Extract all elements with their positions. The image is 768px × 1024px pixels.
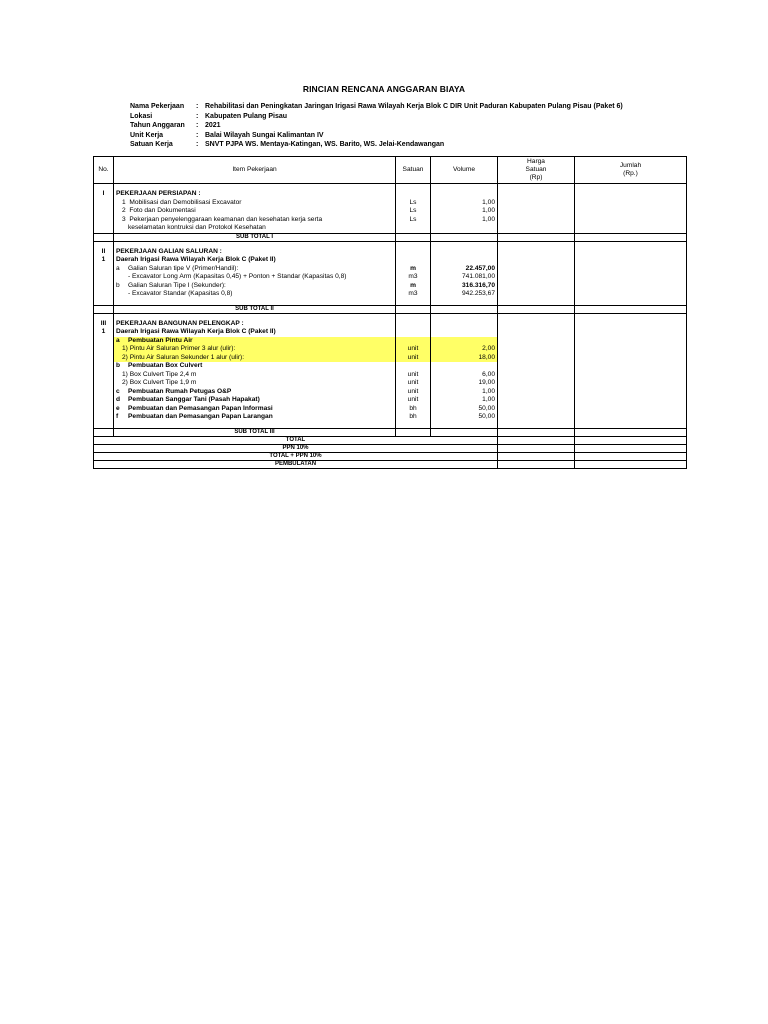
total-ppn-row: TOTAL + PPN 10% bbox=[94, 452, 687, 460]
section-heading: III PEKERJAAN BANGUNAN PELENGKAP : bbox=[94, 320, 687, 329]
table-row: 2) Pintu Air Saluran Sekunder 1 alur (ulir): unit 18,00 bbox=[94, 354, 687, 363]
table-row: 2 Foto dan Dokumentasi Ls 1,00 bbox=[94, 207, 687, 216]
meta-lokasi: Lokasi : Kabupaten Pulang Pisau bbox=[130, 112, 288, 120]
table-row: b Pembuatan Box Culvert bbox=[94, 362, 687, 371]
subtotal-row: SUB TOTAL II bbox=[94, 305, 687, 313]
subsection-heading: 1 Daerah Irigasi Rawa Wilayah Kerja Blok C (Paket II) bbox=[94, 328, 687, 337]
table-row: 1) Box Culvert Tipe 2,4 m unit 6,00 bbox=[94, 371, 687, 380]
document-title: RINCIAN RENCANA ANGGARAN BIAYA bbox=[302, 84, 466, 94]
table-row: keselamatan kontruksi dan Protokol Kesehatan bbox=[94, 224, 687, 233]
table-row: c Pembuatan Rumah Petugas O&P unit 1,00 bbox=[94, 388, 687, 397]
table-header bbox=[94, 157, 687, 184]
col-header-item: Item Pekerjaan bbox=[114, 157, 396, 184]
meta-nama-pekerjaan: Nama Pekerjaan : Rehabilitasi dan Peningkatan Jaringan Irigasi Rawa Wilayah Kerja Blok C DIR Unit Paduran Kabupaten Pulang Pisau (Paket 6) bbox=[130, 103, 623, 110]
col-header-harga: Harga Satuan (Rp) bbox=[498, 157, 575, 184]
table-row: f Pembuatan dan Pemasangan Papan Larangan bh 50,00 bbox=[94, 413, 687, 422]
table-row: - Excavator Long Arm (Kapasitas 0,45) + Ponton + Standar (Kapasitas 0,8) m3 741.081,00 bbox=[94, 273, 687, 282]
project-info bbox=[130, 102, 623, 150]
total-row: TOTAL bbox=[94, 436, 687, 444]
section-heading: I PEKERJAAN PERSIAPAN : bbox=[94, 190, 687, 199]
col-header-no: No. bbox=[94, 157, 114, 184]
ppn-row: PPN 10% bbox=[94, 444, 687, 452]
meta-satuan-kerja: Satuan Kerja : SNVT PJPA WS. Mentaya-Katingan, WS. Barito, WS. Jelai-Kendawangan bbox=[130, 141, 445, 148]
meta-unit-kerja: Unit Kerja : Balai Wilayah Sungai Kalimantan IV bbox=[130, 131, 324, 139]
col-header-satuan: Satuan bbox=[396, 157, 431, 184]
table-row: a Pembuatan Pintu Air bbox=[94, 337, 687, 346]
subsection-heading: 1 Daerah Irigasi Rawa Wilayah Kerja Blok C (Paket II) bbox=[94, 256, 687, 265]
table-row: 1) Pintu Air Saluran Primer 3 alur (ulir): unit 2,00 bbox=[94, 345, 687, 354]
subtotal-row: SUB TOTAL I bbox=[94, 233, 687, 241]
pembulatan-row: PEMBULATAN bbox=[94, 460, 687, 468]
col-header-jumlah: Jumlah (Rp.) bbox=[575, 157, 687, 184]
table-row: 3 Pekerjaan penyelenggaraan keamanan dan kesehatan kerja serta Ls 1,00 bbox=[94, 216, 687, 225]
table-row: d Pembuatan Sanggar Tani (Pasah Hapakat) unit 1,00 bbox=[94, 396, 687, 405]
budget-table bbox=[93, 156, 687, 469]
section-heading: II PEKERJAAN GALIAN SALURAN : bbox=[94, 248, 687, 257]
subtotal-row: SUB TOTAL III bbox=[94, 428, 687, 436]
col-header-volume: Volume bbox=[431, 157, 498, 184]
table-row: a Galian Saluran tipe V (Primer/Handil): m 22.457,00 bbox=[94, 265, 687, 274]
table-row: e Pembuatan dan Pemasangan Papan Informasi bh 50,00 bbox=[94, 405, 687, 414]
meta-tahun-anggaran: Tahun Anggaran : 2021 bbox=[130, 122, 221, 129]
table-row: - Excavator Standar (Kapasitas 0,8) m3 942.253,67 bbox=[94, 290, 687, 299]
table-row: 1 Mobilisasi dan Demobilisasi Excavator Ls 1,00 bbox=[94, 199, 687, 208]
table-row: b Galian Saluran Tipe I (Sekunder): m 316.316,70 bbox=[94, 282, 687, 291]
table-row: 2) Box Culvert Tipe 1,9 m unit 19,00 bbox=[94, 379, 687, 388]
